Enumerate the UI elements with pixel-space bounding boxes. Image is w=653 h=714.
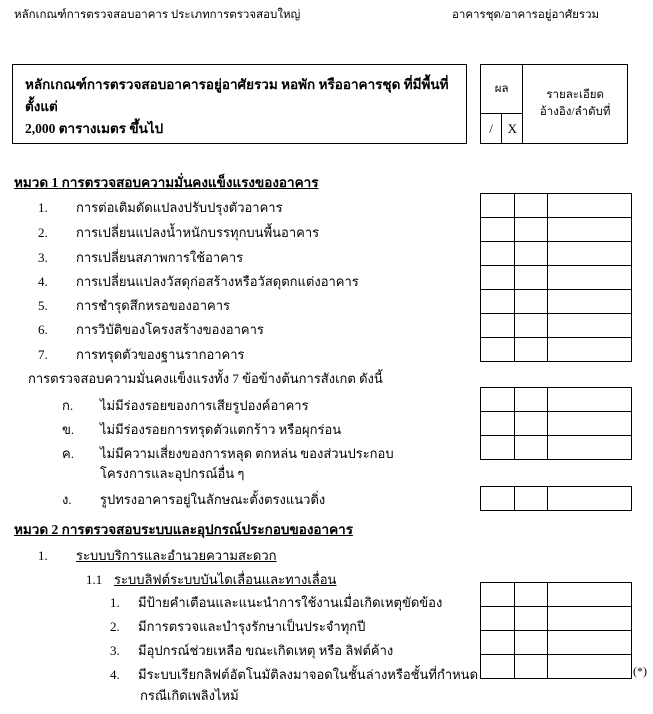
list-item (62, 444, 394, 463)
detail-cell[interactable] (548, 290, 632, 314)
item-number: ก. (62, 398, 74, 413)
answer-grid-subitems[interactable] (480, 387, 632, 460)
item-number: ค. (62, 446, 74, 461)
item-label: การเปลี่ยนแปลงวัสดุก่อสร้างหรือวัสดุตกแต่งอาคาร (76, 274, 359, 289)
detail-cell[interactable] (548, 487, 632, 511)
list-item-continuation (100, 464, 244, 483)
fail-cell[interactable] (515, 631, 548, 655)
item-number: 5. (38, 298, 48, 313)
pass-cell[interactable] (481, 655, 515, 679)
list-item (62, 490, 325, 509)
list-item (38, 198, 283, 217)
table-row[interactable] (481, 487, 632, 511)
table-row[interactable] (481, 266, 632, 290)
item-label: การชำรุดสึกหรอของอาคาร (76, 298, 230, 313)
fail-cell[interactable] (515, 487, 548, 511)
result-header-label: ผล (481, 65, 523, 114)
table-row[interactable] (481, 388, 632, 412)
item-number: 1. (110, 595, 120, 610)
detail-cell[interactable] (548, 218, 632, 242)
fail-cell[interactable] (515, 607, 548, 631)
item-label: การวิบัติของโครงสร้างของอาคาร (76, 322, 264, 337)
footnote-marker: (*) (633, 664, 647, 678)
pass-cell[interactable] (481, 583, 515, 607)
detail-cell[interactable] (548, 412, 632, 436)
fail-mark-header: X (502, 114, 523, 144)
fail-cell[interactable] (515, 266, 548, 290)
detail-cell[interactable] (548, 314, 632, 338)
detail-header-line-1: รายละเอียด (546, 89, 604, 101)
item-label: การต่อเติมดัดแปลงปรับปรุงตัวอาคาร (76, 200, 283, 215)
item-label: มีอุปกรณ์ช่วยเหลือ ขณะเกิดเหตุ หรือ ลิฟต์ค้าง (138, 643, 394, 658)
item-number: 3. (38, 250, 48, 265)
pass-cell[interactable] (481, 218, 515, 242)
detail-cell[interactable] (548, 631, 632, 655)
pass-cell[interactable] (481, 412, 515, 436)
item-label: มีการตรวจและบำรุงรักษาเป็นประจำทุกปี (138, 619, 366, 634)
item-number: 2. (110, 619, 120, 634)
fail-cell[interactable] (515, 194, 548, 218)
table-row[interactable] (481, 607, 632, 631)
table-row[interactable] (481, 436, 632, 460)
list-item (110, 641, 393, 660)
fail-cell[interactable] (515, 290, 548, 314)
item-label: รูปทรงอาคารอยู่ในลักษณะตั้งตรงแนวดิ่ง (100, 492, 326, 507)
list-item (38, 345, 245, 364)
table-row[interactable] (481, 583, 632, 607)
section-1-observation-note (28, 369, 383, 388)
detail-cell[interactable] (548, 266, 632, 290)
item-number: ง. (62, 492, 72, 507)
item-label: การเปลี่ยนแปลงน้ำหนักบรรทุกบนพื้นอาคาร (76, 225, 320, 240)
pass-cell[interactable] (481, 242, 515, 266)
criteria-title-box (12, 64, 467, 144)
running-head-left: หลักเกณฑ์การตรวจสอบอาคาร ประเภทการตรวจสอบใหญ่ (14, 9, 301, 21)
table-row[interactable] (481, 338, 632, 362)
list-item (62, 396, 309, 415)
list-item (38, 320, 264, 339)
pass-cell[interactable] (481, 314, 515, 338)
pass-cell[interactable] (481, 631, 515, 655)
section-2-item-1-1 (86, 570, 336, 589)
fail-cell[interactable] (515, 388, 548, 412)
item-number: 6. (38, 322, 48, 337)
result-table-header (480, 64, 628, 144)
fail-cell[interactable] (515, 242, 548, 266)
answer-grid-section1[interactable] (480, 193, 632, 362)
detail-cell[interactable] (548, 338, 632, 362)
detail-cell[interactable] (548, 583, 632, 607)
list-item (62, 420, 341, 439)
item-label: มีป้ายคำเตือนและแนะนำการใช้งานเมื่อเกิดเหตุขัดข้อง (138, 595, 443, 610)
pass-cell[interactable] (481, 388, 515, 412)
item-number: 1.1 (86, 572, 103, 587)
table-row[interactable] (481, 290, 632, 314)
fail-cell[interactable] (515, 583, 548, 607)
table-row[interactable] (481, 218, 632, 242)
table-row[interactable] (481, 314, 632, 338)
running-head-right: อาคารชุด/อาคารอยู่อาศัยรวม (452, 9, 600, 21)
answer-grid-section2[interactable] (480, 582, 632, 679)
list-item (110, 665, 478, 684)
table-row[interactable] (481, 412, 632, 436)
item-number: 4. (38, 274, 48, 289)
detail-cell[interactable] (548, 607, 632, 631)
fail-cell[interactable] (515, 655, 548, 679)
pass-cell[interactable] (481, 487, 515, 511)
item-label: ระบบบริการและอำนวยความสะดวก (76, 548, 277, 563)
list-item (38, 296, 230, 315)
item-number: 1. (38, 200, 48, 215)
item-number: 2. (38, 225, 48, 240)
fail-cell[interactable] (515, 314, 548, 338)
table-row[interactable] (481, 655, 632, 679)
detail-cell[interactable] (548, 388, 632, 412)
section-2-item-1 (38, 546, 277, 565)
fail-cell[interactable] (515, 436, 548, 460)
table-row[interactable] (481, 194, 632, 218)
item-number: ข. (62, 422, 75, 437)
item-number: 1. (38, 548, 48, 563)
item-label: ไม่มีความเสี่ยงของการหลุด ตกหล่น ของส่วนประกอบ (100, 446, 394, 461)
pass-cell[interactable] (481, 266, 515, 290)
item-label-line-2: กรณีเกิดเพลิงไหม้ (140, 688, 239, 703)
table-row[interactable] (481, 242, 632, 266)
section-2-heading: หมวด 2 การตรวจสอบระบบและอุปกรณ์ประกอบของอาคาร (14, 522, 353, 537)
fail-cell[interactable] (515, 218, 548, 242)
item-label: ไม่มีร่องรอยการทรุดตัวแตกร้าว หรือผุกร่อน (100, 422, 342, 437)
fail-cell[interactable] (515, 338, 548, 362)
pass-mark-header: / (481, 114, 502, 144)
list-item (110, 617, 365, 636)
section-1-heading: หมวด 1 การตรวจสอบความมั่นคงแข็งแรงของอาคาร (14, 175, 319, 190)
item-number: 7. (38, 347, 48, 362)
pass-cell[interactable] (481, 607, 515, 631)
list-item (38, 272, 359, 291)
item-label: การเปลี่ยนสภาพการใช้อาคาร (76, 250, 244, 265)
detail-header-line-2: อ้างอิง/ลำดับที่ (539, 106, 611, 118)
pass-cell[interactable] (481, 194, 515, 218)
observation-note-text: การตรวจสอบความมั่นคงแข็งแรงทั้ง 7 ข้อข้างต้นการสังเกต ดังนี้ (28, 371, 383, 386)
answer-grid-subitem-4[interactable] (480, 486, 632, 511)
detail-cell[interactable] (548, 242, 632, 266)
fail-cell[interactable] (515, 412, 548, 436)
table-row[interactable] (481, 631, 632, 655)
detail-cell[interactable] (548, 194, 632, 218)
criteria-title-line-2: 2,000 ตารางเมตร ขึ้นไป (25, 121, 164, 136)
item-label-line-2: โครงการและอุปกรณ์อื่น ๆ (100, 466, 245, 481)
item-label: การทรุดตัวของฐานรากอาคาร (76, 347, 245, 362)
list-item-continuation (140, 686, 239, 705)
detail-header-cell (523, 65, 628, 144)
item-label: ระบบลิฟต์ระบบบันไดเลื่อนและทางเลื่อน (114, 572, 337, 587)
detail-cell[interactable] (548, 436, 632, 460)
list-item (38, 223, 319, 242)
pass-cell[interactable] (481, 436, 515, 460)
item-label: ไม่มีร่องรอยของการเสียรูปองค์อาคาร (100, 398, 309, 413)
pass-cell[interactable] (481, 290, 515, 314)
item-number: 4. (110, 667, 120, 682)
item-label: มีระบบเรียกลิฟต์อัตโนมัติลงมาจอดในชั้นล่างหรือชั้นที่กำหนด (138, 667, 479, 682)
criteria-title-line-1: หลักเกณฑ์การตรวจสอบอาคารอยู่อาศัยรวม หอพัก หรืออาคารชุด ที่มีพื้นที่ตั้งแต่ (25, 77, 449, 114)
detail-cell[interactable] (548, 655, 632, 679)
list-item (38, 248, 243, 267)
item-number: 3. (110, 643, 120, 658)
list-item (110, 593, 442, 612)
pass-cell[interactable] (481, 338, 515, 362)
